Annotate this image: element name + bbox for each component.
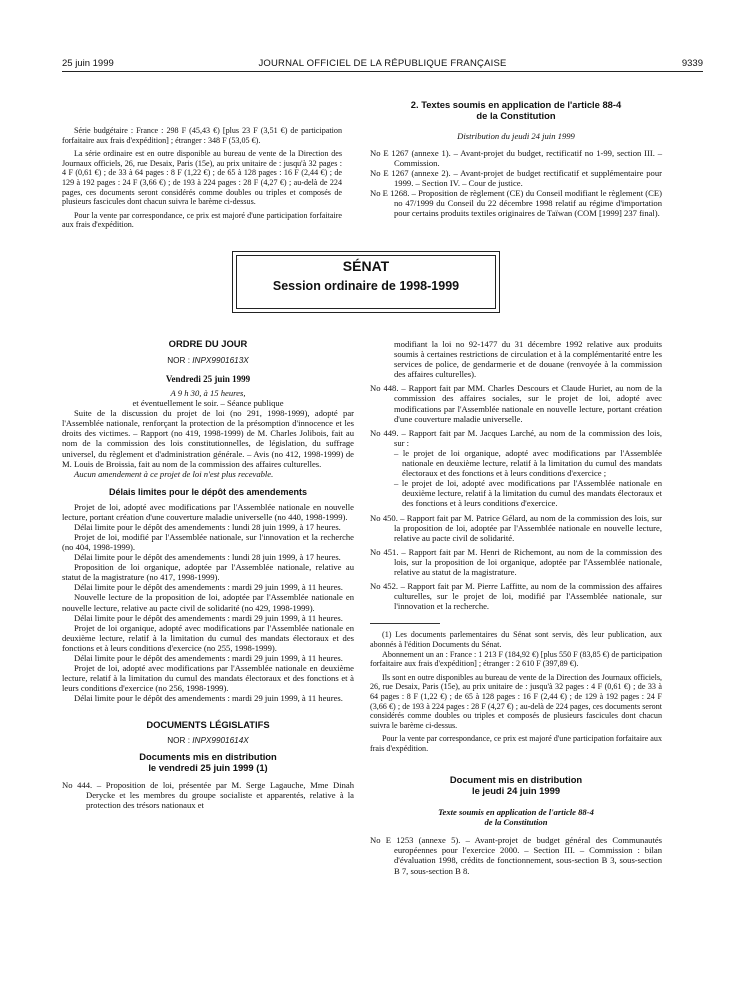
mail-order-text: Pour la vente par correspondance, ce prix est majoré d'une participation forfaitaire aux frais d'expédition.	[62, 210, 342, 230]
section-title: 2. Textes soumis en application de l'article 88-4 de la Constitution	[410, 99, 622, 121]
delai-item: Délai limite pour le dépôt des amendements : mardi 29 juin 1999, à 11 heures.	[74, 612, 343, 623]
session-time-2: et éventuellement le soir. – Séance publique	[132, 398, 284, 409]
footnote-mail-order: Pour la vente par correspondance, ce prix est majoré d'une participation forfaitaire aux frais d'expédition.	[370, 734, 662, 753]
series-ordinary-text: La série ordinaire est en outre disponible au bureau de vente de la Direction des Journaux officiels, 26, rue Desaix, Paris (15e), au prix unitaire de : jusqu'à 32 pages : 4 F (0,61 €) ; de 33 à 64 pages : 8 F (1,22 €) ; de 65 à 128 pages : 16 F (2,44 €) ; de 129 à 192 pages : 24 F (3,66 €) ; de 193 à 224 pages : 28 F (4,27 €) ; au-delà de 224 pages, ces documents seront considérés comme doubles ou triples et composés de plusieurs fascicules dont chacun suivra le barème ci-dessus.	[62, 149, 342, 207]
footnote-prices: Ils sont en outre disponibles au bureau de vente de la Direction des Journaux officiels, 26, rue Desaix, Paris (15e), au prix unitaire de : jusqu'à 32 pages : 4 F (0,61 €) ; de 33 à 64 pages : 8 F (1,22 €) ; de 65 à 128 pages : 16 F (2,44 €) ; de 129 à 192 pages : 24 F (3,66 €) ; de 193 à 224 pages : 28 F (4,27 €) ; au-delà de 224 pages, ces documents seront considérés comme doubles ou triples et composés de plusieurs fascicules dont chacun suivra le barème ci-dessus.	[370, 672, 662, 730]
delai-item: Délai limite pour le dépôt des amendements : lundi 28 juin 1999, à 17 heures.	[74, 552, 341, 563]
series-budget-text: Série budgétaire : France : 298 F (45,43 €) [plus 23 F (3,51 €) de participation forfaitaire aux frais d'expédition] ; étranger : 348 F (53,05 €).	[62, 126, 342, 145]
list-item: No 449. – Rapport fait par M. Jacques Larché, au nom de la commission des lois, sur :	[370, 427, 662, 448]
delais-list	[62, 502, 354, 704]
odj-nor: NOR : INPX9901613X	[167, 355, 249, 365]
session-day: Vendredi 25 juin 1999	[165, 373, 251, 384]
list-subitem: – le projet de loi, adopté avec modifications par l'Assemblée nationale en deuxième lecture, relatif à la limitation du cumul des mandats électoraux et des fonctions et à leurs conditions d'exercice.	[394, 478, 662, 509]
delai-item: Délai limite pour le dépôt des amendements : lundi 28 juin 1999, à 17 heures.	[74, 521, 341, 532]
delai-item: Projet de loi organique, adopté avec modifications par l'Assemblée nationale en deuxième lecture, relatif à la limitation du cumul des mandats électoraux et des fonctions et à leurs conditions d'exercice (no 255, 1998-1999).	[62, 622, 354, 653]
footnote-subscription: Abonnement un an : France : 1 213 F (184,92 €) [plus 550 F (83,85 €) de participation forfaitaire aux frais d'expédition] ; étranger : 2 610 F (397,89 €).	[370, 649, 662, 669]
docs-nor: NOR : INPX9901614X	[167, 736, 249, 746]
list-item: No 452. – Rapport fait par M. Pierre Laffitte, au nom de la commission des affaires culturelles, sur le projet de loi, modifié par l'Assemblée nationale, sur l'innovation et la recherche.	[370, 581, 662, 612]
delai-item: Nouvelle lecture de la proposition de loi, adoptée par l'Assemblée nationale en nouvelle lecture, relative au pacte civil de solidarité (no 429, 1998-1999).	[62, 592, 354, 613]
header-rule	[62, 71, 703, 72]
documents-legislatifs-title: DOCUMENTS LÉGISLATIFS	[146, 718, 270, 730]
journal-title: JOURNAL OFFICIEL DE LA RÉPUBLIQUE FRANÇAISE	[258, 58, 507, 69]
session-title: Session ordinaire de 1998-1999	[272, 279, 460, 293]
senat-title-box	[232, 251, 500, 313]
document-distribution-title: Document mis en distribution le jeudi 24 juin 1999	[449, 774, 583, 797]
top-left-block	[62, 126, 342, 230]
distribution-subtitle: Distribution du jeudi 24 juin 1999	[457, 130, 575, 141]
list-item: No 451. – Rapport fait par M. Henri de Richemont, au nom de la commission des lois, sur la proposition de loi organique, adoptée par l'Assemblée nationale, relative au statut de la magistrature.	[370, 546, 662, 577]
delai-item: Délai limite pour le dépôt des amendements : mardi 29 juin 1999, à 11 heures.	[74, 582, 343, 593]
session-time: A 9 h 30, à 15 heures,	[170, 387, 246, 398]
continued-text: modifiant la loi no 92-1477 du 31 décembre 1992 relative aux produits soumis à certaines restrictions de circulation et à la complémentarité entre les services de police, de gendarmerie et de douane (renvoyée à la commission des affaires culturelles).	[394, 339, 662, 380]
footnotes	[370, 630, 662, 753]
page-number: 9339	[681, 58, 703, 69]
list-subitem: – le projet de loi organique, adopté avec modifications par l'Assemblée nationale en deuxième lecture, relatif à la limitation du cumul des mandats électoraux et des fonctions et à leurs conditions d'exercice ;	[394, 447, 662, 479]
right-column	[370, 339, 662, 876]
top-right-block	[370, 100, 662, 218]
list-item: No E 1267 (annexe 1). – Avant-projet du budget, rectificatif no 1-99, section III. – Commission.	[370, 147, 662, 168]
page-header	[62, 58, 703, 70]
footnote-1: (1) Les documents parlementaires du Sénat sont servis, dès leur publication, aux abonnés à l'édition Documents du Sénat.	[370, 630, 662, 649]
delai-item: Projet de loi, adopté avec modifications par l'Assemblée nationale en deuxième lecture, relatif à la limitation du cumul des mandats électoraux et des fonctions et à leurs conditions d'exercice (no 256, 1998-1999).	[62, 663, 354, 694]
footnote-rule	[370, 623, 440, 624]
delai-item: Délai limite pour le dépôt des amendements : mardi 29 juin 1999, à 11 heures.	[74, 653, 343, 664]
list-item: No E 1267 (annexe 2). – Avant-projet de budget rectificatif et supplémentaire pour 1999. – Section IV. – Cour de justice.	[370, 167, 662, 188]
list-item: No E 1268. – Proposition de règlement (CE) du Conseil modifiant le règlement (CE) no 47/1999 du Conseil du 22 décembre 1998 relatif au régime d'importation pour certains produits textiles originaires de Taïwan (COM [1999] 237 final).	[370, 188, 662, 219]
text-article-title: Texte soumis en application de l'article 88-4 de la Constitution	[438, 807, 594, 828]
docs-distribution-title: Documents mis en distribution le vendredi 25 juin 1999 (1)	[139, 751, 277, 774]
senat-title: SÉNAT	[342, 258, 390, 274]
delai-item: Proposition de loi organique, adoptée par l'Assemblée nationale, relative au statut de la magistrature (no 417, 1998-1999).	[62, 562, 354, 583]
header-date: 25 juin 1999	[62, 58, 114, 69]
list-item: No 448. – Rapport fait par MM. Charles Descours et Claude Huriet, au nom de la commission des affaires sociales, sur le projet de loi, adopté avec modifications par l'Assemblée nationale en nouvelle lecture, portant création d'une couverture maladie universelle.	[370, 383, 662, 424]
delais-title: Délais limites pour le dépôt des amendements	[108, 486, 308, 497]
delai-item: Projet de loi, adopté avec modifications par l'Assemblée nationale en nouvelle lecture, portant création d'une couverture maladie universelle (no 440, 1998-1999).	[62, 501, 354, 522]
amendment-note: Aucun amendement à ce projet de loi n'est plus recevable.	[74, 468, 274, 479]
agenda-paragraph: Suite de la discussion du projet de loi (no 291, 1998-1999), adopté par l'Assemblée nationale, renforçant la protection de la présomption d'innocence et les droits des victimes. – Rapport (no 419, 1998-1999) de M. Charles Jolibois, fait au nom de la commission des lois constitutionnelles, de législation, du suffrage universel, du règlement et d'administration générale. – Avis (no 412, 1998-1999) de M. Louis de Broissia, fait au nom de la commission des affaires culturelles.	[62, 408, 354, 469]
left-column	[62, 339, 354, 810]
ordre-du-jour-title: ORDRE DU JOUR	[168, 338, 248, 349]
delai-item: Projet de loi, modifié par l'Assemblée nationale, sur l'innovation et la recherche (no 404, 1998-1999).	[62, 531, 354, 552]
delai-item: Délai limite pour le dépôt des amendements : mardi 29 juin 1999, à 11 heures.	[74, 693, 343, 704]
list-item: No 450. – Rapport fait par M. Patrice Gélard, au nom de la commission des lois, sur la proposition de loi, adoptée par l'Assemblée nationale en nouvelle lecture, relative au pacte civil de solidarité.	[370, 512, 662, 543]
list-item: No 444. – Proposition de loi, présentée par M. Serge Lagauche, Mme Dinah Derycke et les membres du groupe socialiste et apparentés, relative à la protection des trésors nationaux et	[62, 779, 354, 811]
list-item: No E 1253 (annexe 5). – Avant-projet de budget général des Communautés européennes pour l'exercice 2000. – Section III. – Commission : bilan d'évaluation 1998, crédits de fonctionnement, sous-section B 3, sous-section B 7, sous-section B 8.	[370, 835, 662, 876]
